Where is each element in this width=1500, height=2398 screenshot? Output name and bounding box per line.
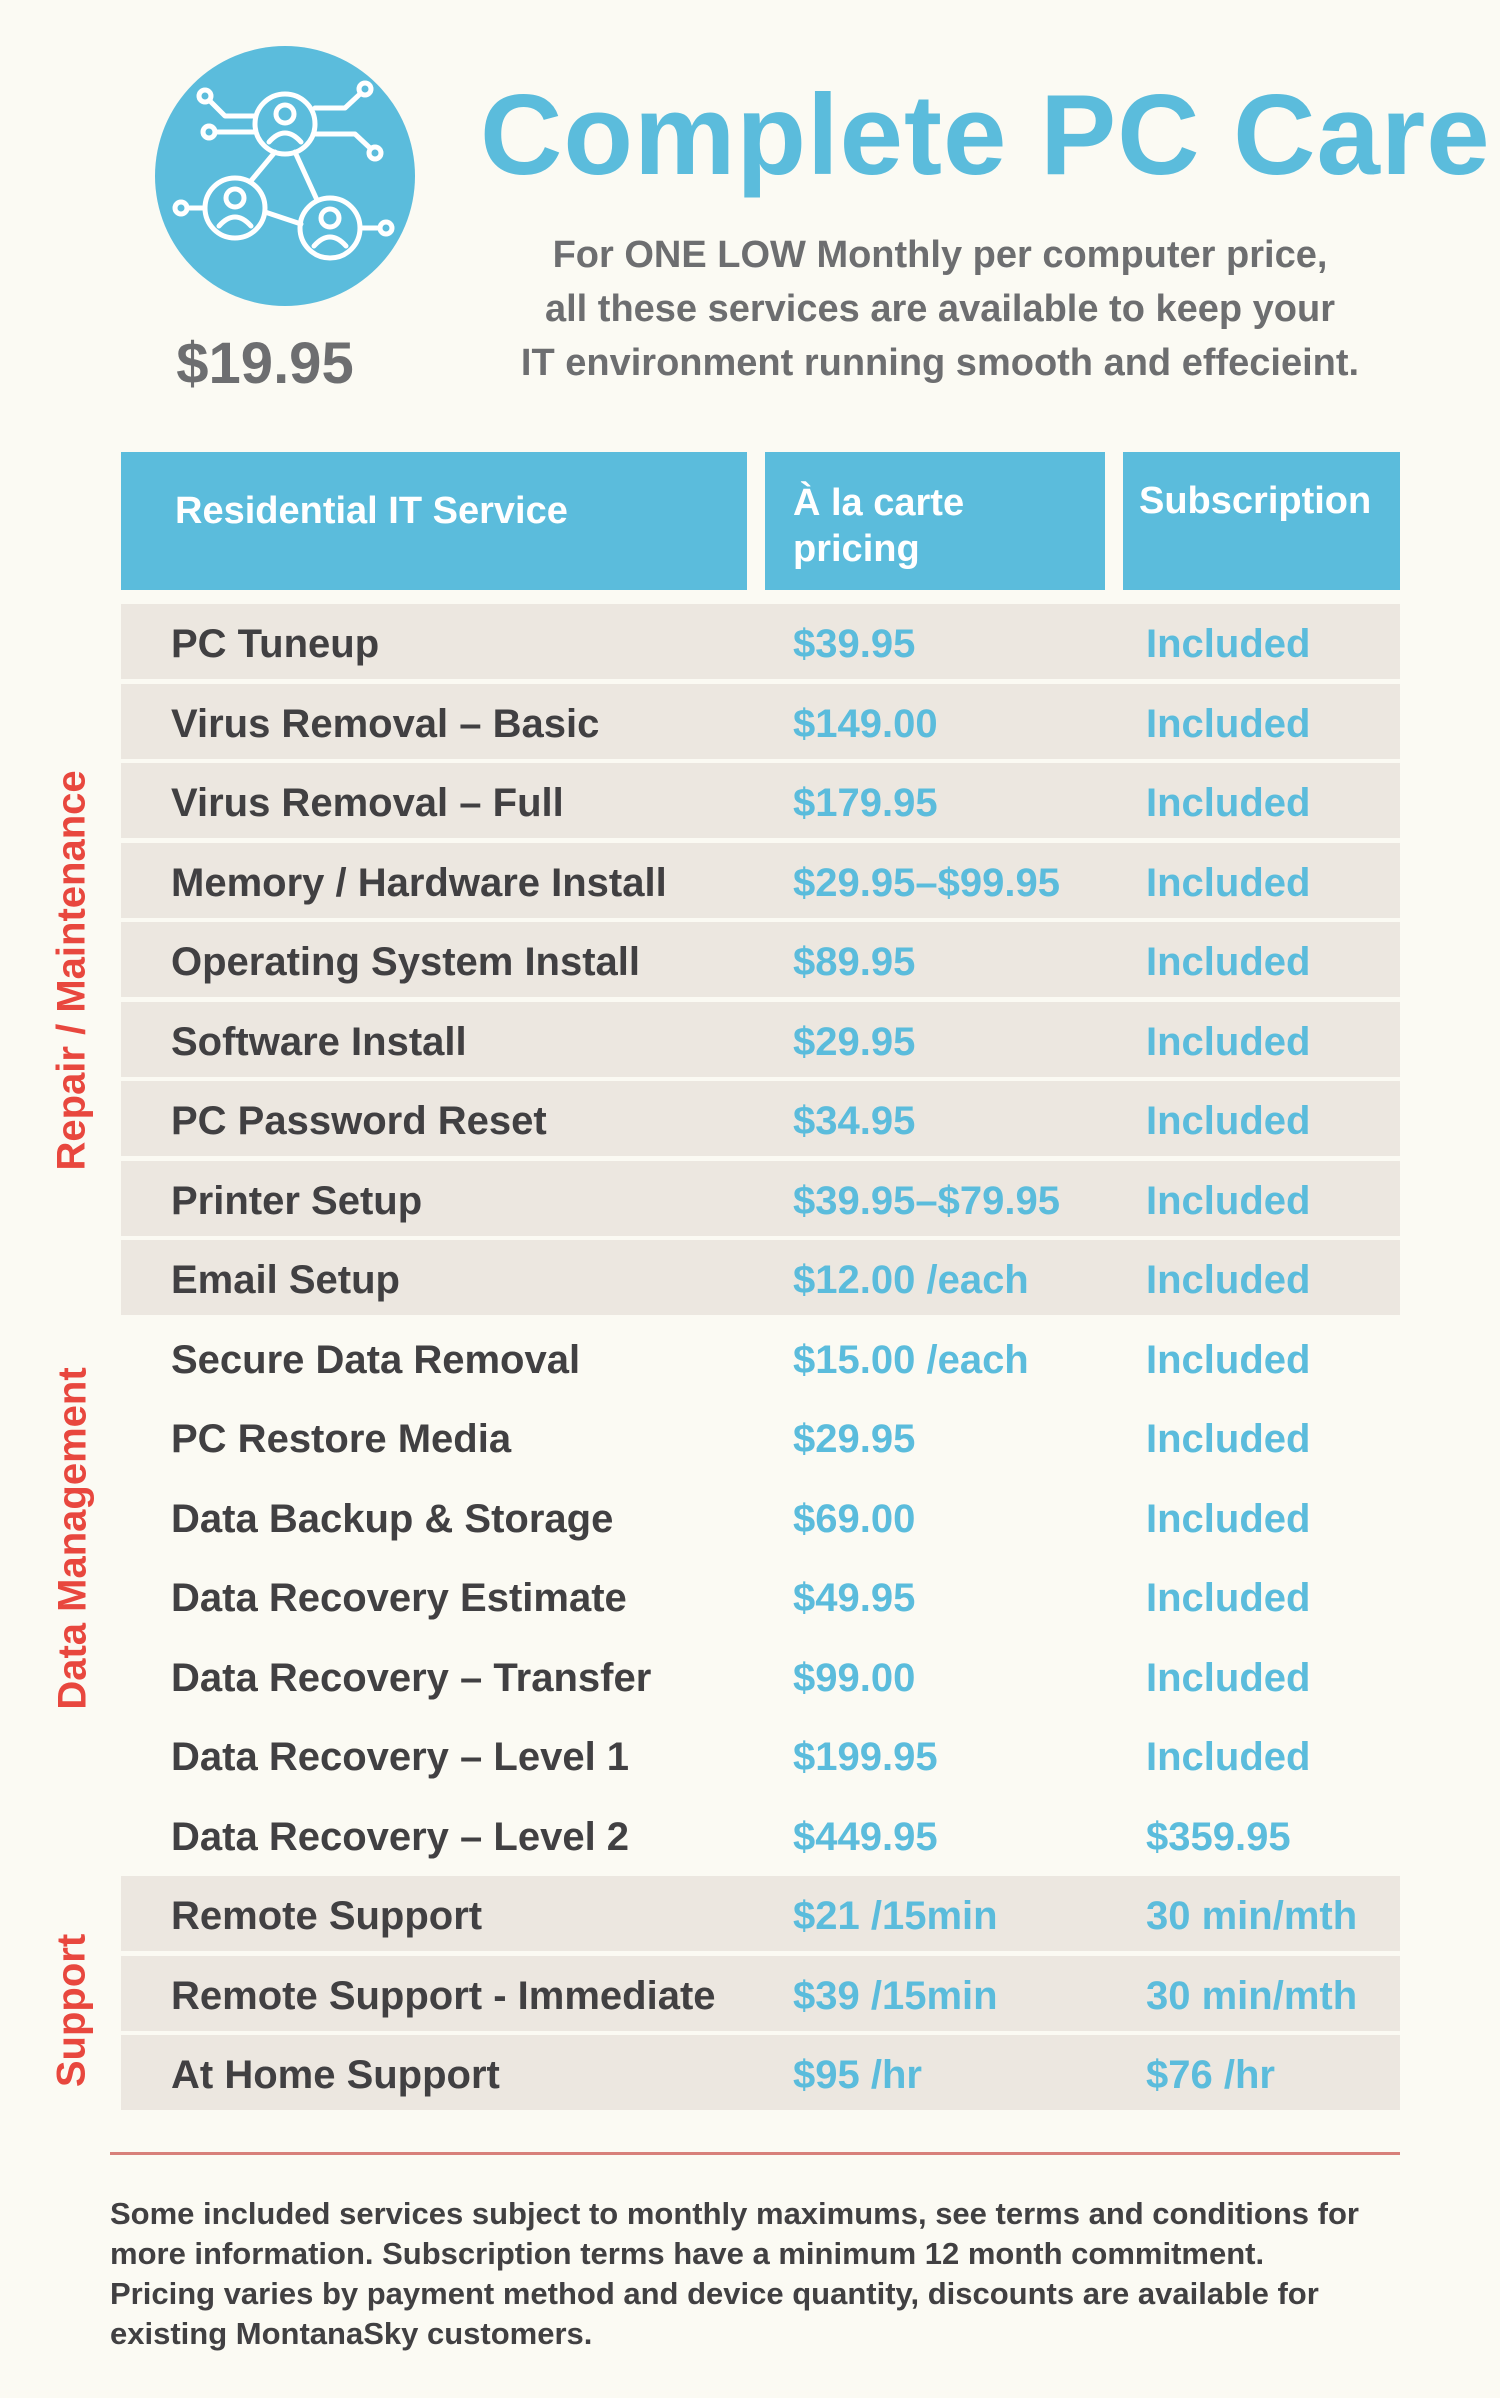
subscription-value: $76 /hr — [1146, 2053, 1275, 2097]
service-name: PC Restore Media — [171, 1417, 512, 1461]
column-header-service: Residential IT Service — [121, 452, 747, 590]
column-header-subscription: Subscription — [1123, 452, 1400, 590]
table-row — [121, 2035, 1400, 2110]
subscription-value: Included — [1146, 1655, 1311, 1700]
alacarte-price: $29.95 — [793, 1417, 916, 1461]
table-row — [121, 1399, 1400, 1474]
subtitle-line: IT environment running smooth and effecieint. — [520, 342, 1360, 384]
alacarte-price: $449.95 — [793, 1814, 938, 1859]
footnote-line: existing MontanaSky customers. — [110, 2316, 593, 2351]
subscription-value: Included — [1146, 781, 1311, 825]
service-name: Remote Support - Immediate — [171, 1973, 716, 2018]
alacarte-price: $29.95 — [793, 1019, 916, 1064]
alacarte-price: $21 /15min — [793, 1894, 998, 1938]
table-row — [121, 1240, 1400, 1315]
table-row — [121, 1320, 1400, 1395]
table-row — [121, 1876, 1400, 1951]
alacarte-price: $99.00 — [793, 1655, 916, 1700]
subscription-value: 30 min/mth — [1146, 1973, 1358, 2018]
subscription-value: Included — [1146, 1178, 1311, 1223]
footnote-line: Pricing varies by payment method and device quantity, discounts are available for — [110, 2276, 1319, 2311]
service-name: At Home Support — [171, 2053, 500, 2097]
service-name: Remote Support — [171, 1894, 483, 1938]
subscription-value: Included — [1146, 1099, 1311, 1143]
column-header-alacarte — [765, 452, 1105, 590]
footnote — [110, 2194, 1410, 2354]
subscription-value: Included — [1146, 940, 1311, 984]
service-name: Data Recovery – Level 1 — [171, 1735, 630, 1779]
table-row — [121, 1081, 1400, 1156]
alacarte-price: $34.95 — [793, 1099, 916, 1143]
subscription-value: 30 min/mth — [1146, 1894, 1358, 1938]
service-name: Email Setup — [171, 1258, 400, 1302]
service-name: PC Password Reset — [171, 1099, 547, 1143]
subscription-value: Included — [1146, 1735, 1311, 1779]
table-row — [121, 1479, 1400, 1554]
table-row — [121, 763, 1400, 838]
table-row — [121, 922, 1400, 997]
subscription-value: Included — [1146, 860, 1311, 905]
service-name: Virus Removal – Full — [171, 781, 564, 825]
subscription-value: Included — [1146, 1496, 1311, 1541]
service-name: Virus Removal – Basic — [171, 701, 600, 746]
monthly-price: $19.95 — [176, 331, 354, 396]
subtitle — [440, 228, 1440, 390]
alacarte-price: $89.95 — [793, 940, 916, 984]
subscription-value: $359.95 — [1146, 1814, 1291, 1859]
table-row — [121, 1638, 1400, 1713]
alacarte-price: $29.95–$99.95 — [793, 860, 1060, 905]
table-row — [121, 604, 1400, 679]
table-row — [121, 1002, 1400, 1077]
alacarte-price: $199.95 — [793, 1735, 938, 1779]
page-title: Complete PC Care — [480, 72, 1491, 199]
alacarte-price: $179.95 — [793, 781, 938, 825]
subscription-value: Included — [1146, 1337, 1311, 1382]
service-name: Operating System Install — [171, 940, 641, 984]
divider — [110, 2152, 1400, 2155]
service-name: Data Recovery Estimate — [171, 1576, 627, 1620]
service-name: Printer Setup — [171, 1178, 423, 1223]
alacarte-price: $39.95 — [793, 622, 916, 666]
table-row — [121, 684, 1400, 759]
category-label-repair: Repair / Maintenance — [49, 770, 94, 1171]
footnote-line: Some included services subject to monthly maximums, see terms and conditions for — [110, 2196, 1359, 2231]
alacarte-price: $15.00 /each — [793, 1337, 1029, 1382]
subscription-value: Included — [1146, 1258, 1311, 1302]
alacarte-price: $69.00 — [793, 1496, 916, 1541]
alacarte-price: $149.00 — [793, 701, 938, 746]
table-row — [121, 1558, 1400, 1633]
category-label-support: Support — [49, 1933, 94, 2088]
service-name: Data Recovery – Transfer — [171, 1655, 652, 1700]
subscription-value: Included — [1146, 701, 1311, 746]
column-header-alacarte-line: pricing — [793, 528, 920, 570]
alacarte-price: $95 /hr — [793, 2053, 922, 2097]
service-name: Data Recovery – Level 2 — [171, 1814, 630, 1859]
alacarte-price: $39.95–$79.95 — [793, 1178, 1060, 1223]
service-name: PC Tuneup — [171, 622, 380, 666]
network-people-icon — [155, 46, 415, 306]
pricing-table — [121, 604, 1400, 2115]
subscription-value: Included — [1146, 1019, 1311, 1064]
alacarte-price: $49.95 — [793, 1576, 916, 1620]
subtitle-line: For ONE LOW Monthly per computer price, — [552, 234, 1328, 276]
table-row — [121, 843, 1400, 918]
table-row — [121, 1797, 1400, 1872]
service-name: Secure Data Removal — [171, 1337, 581, 1382]
category-label-data-management: Data Management — [50, 1367, 95, 1710]
alacarte-price: $12.00 /each — [793, 1258, 1029, 1302]
alacarte-price: $39 /15min — [793, 1973, 998, 2018]
subscription-value: Included — [1146, 1417, 1311, 1461]
table-row — [121, 1161, 1400, 1236]
service-name: Data Backup & Storage — [171, 1496, 614, 1541]
footnote-line: more information. Subscription terms have a minimum 12 month commitment. — [110, 2236, 1265, 2271]
column-header-alacarte-line: À la carte — [793, 482, 965, 524]
table-row — [121, 1956, 1400, 2031]
subtitle-line: all these services are available to keep your — [544, 288, 1335, 330]
service-name: Memory / Hardware Install — [171, 860, 667, 905]
subscription-value: Included — [1146, 1576, 1311, 1620]
subscription-value: Included — [1146, 622, 1311, 666]
table-row — [121, 1717, 1400, 1792]
service-name: Software Install — [171, 1019, 467, 1064]
